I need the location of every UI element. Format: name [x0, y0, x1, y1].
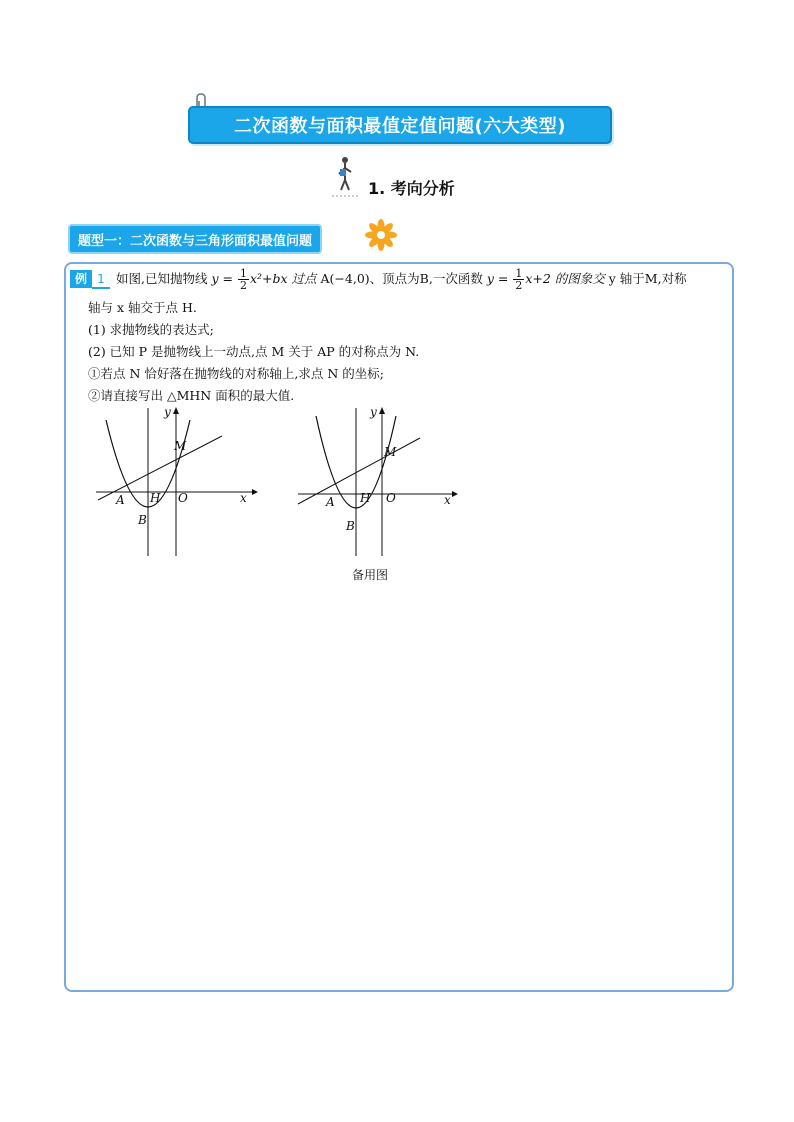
problem-line-1 [116, 268, 687, 291]
label-H: H [150, 491, 161, 505]
example-tag-word: 例 [70, 270, 92, 288]
figure-caption: 备用图 [352, 568, 389, 582]
label-M: M [174, 439, 187, 453]
math-text: y = [486, 271, 509, 286]
label-A: A [116, 493, 125, 507]
problem-text: 如图,已知抛物线 [116, 271, 208, 286]
label-x: x [240, 491, 247, 505]
flower-icon [364, 218, 398, 252]
question-type-label: 题型一：二次函数与三角形面积最值问题 [78, 233, 313, 249]
label-H: H [360, 491, 371, 505]
label-O: O [178, 491, 188, 505]
x-axis-arrow [252, 489, 258, 495]
question-2a: ①若点 N 恰好落在抛物线的对称轴上,求点 N 的坐标; [88, 366, 384, 381]
problem-text: B,一次函数 [419, 271, 483, 286]
label-y: y [370, 405, 377, 419]
fraction: $\frac{1}{2}$ [239, 267, 247, 292]
y-axis-arrow [173, 407, 179, 414]
question-1: (1) 求抛物线的表达式; [88, 322, 214, 337]
label-A: A [326, 495, 335, 509]
page-title [188, 106, 612, 144]
section-title: 1. 考向分析 [368, 179, 455, 198]
figure-main [92, 404, 262, 560]
study-figure-icon [330, 154, 360, 200]
label-M: M [384, 445, 397, 459]
fraction: $\frac{1}{2}$ [515, 267, 523, 292]
math-text: x+2 的图象交 [525, 271, 605, 286]
label-x: x [444, 493, 451, 507]
section-header [0, 154, 794, 200]
label-O: O [386, 491, 396, 505]
example-tag-number: 1 [92, 270, 110, 289]
label-y: y [164, 405, 171, 419]
label-B: B [346, 519, 355, 533]
y-axis-arrow [379, 407, 385, 414]
label-B: B [138, 513, 147, 527]
problem-text: M,对称 [644, 271, 687, 286]
math-text: y = [211, 271, 233, 286]
question-2: (2) 已知 P 是抛物线上一动点,点 M 关于 AP 的对称点为 N. [88, 344, 420, 359]
math-text: x²+bx 过点 [249, 271, 317, 286]
figure-backup [294, 404, 464, 560]
page-title-text: 二次函数与面积最值定值问题(六大类型) [234, 116, 566, 137]
problem-line-2: 轴与 x 轴交于点 H. [88, 300, 197, 315]
question-2b: ②请直接写出 △MHN 面积的最大值. [88, 388, 295, 403]
x-axis-arrow [452, 491, 458, 497]
question-type-banner [68, 224, 322, 254]
problem-text: A(−4,0)、顶点为 [320, 271, 420, 286]
problem-text: y 轴于 [608, 271, 645, 286]
example-tag [70, 270, 112, 288]
